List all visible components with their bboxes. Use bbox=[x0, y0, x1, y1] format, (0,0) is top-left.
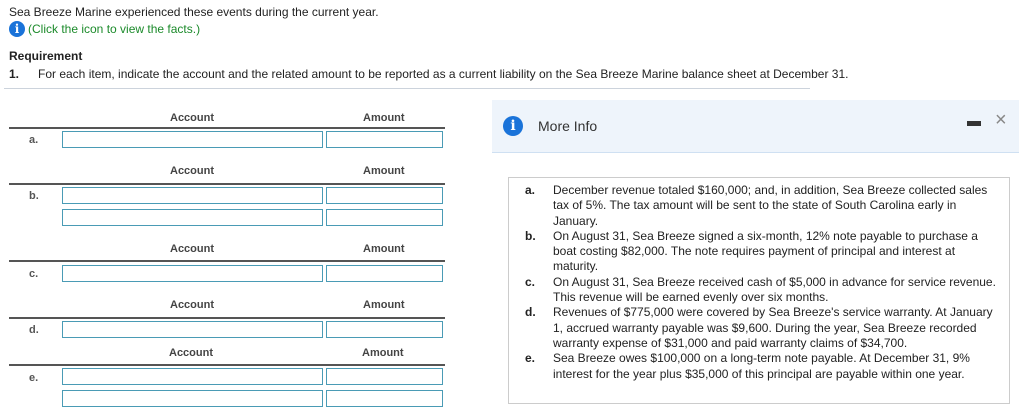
fact-text: Sea Breeze owes $100,000 on a long-term note payable. At December 31, 9% interest for the year plus $35,000 of this principal are payable within one year. bbox=[553, 351, 970, 381]
requirement-number: 1. bbox=[9, 67, 20, 81]
amount-input-e-1[interactable] bbox=[326, 368, 443, 385]
amount-input-e-2[interactable] bbox=[326, 390, 443, 407]
account-header: Account bbox=[170, 243, 214, 255]
amount-header: Amount bbox=[363, 165, 405, 177]
amount-input-b-2[interactable] bbox=[326, 209, 443, 226]
amount-header: Amount bbox=[363, 112, 405, 124]
requirement-title: Requirement bbox=[9, 49, 83, 63]
fact-item bbox=[525, 275, 999, 306]
amount-header: Amount bbox=[363, 299, 405, 311]
fact-item bbox=[525, 229, 999, 275]
account-header: Account bbox=[170, 299, 214, 311]
item-label-c: c. bbox=[29, 268, 39, 280]
header-rule bbox=[9, 127, 445, 129]
item-label-e: e. bbox=[29, 372, 39, 384]
minimize-icon[interactable] bbox=[967, 121, 981, 126]
header-rule bbox=[9, 364, 445, 366]
header-rule bbox=[9, 183, 445, 185]
account-header: Account bbox=[169, 347, 213, 359]
fact-label: a. bbox=[525, 183, 536, 197]
fact-label: c. bbox=[525, 274, 536, 289]
dialog-title: More Info bbox=[538, 118, 598, 134]
facts-box bbox=[508, 177, 1010, 404]
intro-text: Sea Breeze Marine experienced these events during the current year. bbox=[9, 5, 379, 19]
account-input-e-1[interactable] bbox=[62, 368, 323, 385]
fact-item bbox=[525, 183, 999, 229]
info-icon: i bbox=[503, 116, 523, 136]
account-header: Account bbox=[170, 165, 214, 177]
account-input-e-2[interactable] bbox=[62, 390, 323, 407]
fact-text: On August 31, Sea Breeze received cash of $5,000 in advance for service revenue. This revenue will be earned evenly over six months. bbox=[553, 274, 996, 305]
item-label-b: b. bbox=[29, 190, 39, 202]
amount-input-b-1[interactable] bbox=[326, 187, 443, 204]
fact-item bbox=[525, 305, 999, 351]
view-facts-text[interactable]: (Click the icon to view the facts.) bbox=[28, 22, 201, 36]
account-input-a[interactable] bbox=[62, 131, 323, 148]
view-facts-link[interactable] bbox=[9, 21, 200, 37]
account-input-b-2[interactable] bbox=[62, 209, 323, 226]
amount-header: Amount bbox=[362, 347, 404, 359]
amount-header: Amount bbox=[363, 243, 405, 255]
header-rule bbox=[9, 317, 445, 319]
info-icon[interactable]: i bbox=[9, 21, 25, 37]
account-header: Account bbox=[170, 112, 214, 124]
account-input-b-1[interactable] bbox=[62, 187, 323, 204]
amount-input-d[interactable] bbox=[326, 321, 443, 338]
amount-input-a[interactable] bbox=[326, 131, 443, 148]
fact-text: Revenues of $775,000 were covered by Sea Breeze's service warranty. At January 1, accrued warranty payable was $9,600. During the year, Sea Breeze recorded warranty expense of $31,000 and paid warranty claims of $34,700. bbox=[553, 305, 993, 350]
close-icon[interactable]: × bbox=[995, 109, 1007, 131]
item-label-d: d. bbox=[29, 324, 39, 336]
item-label-a: a. bbox=[29, 134, 39, 146]
fact-item bbox=[525, 351, 999, 382]
fact-text: December revenue totaled $160,000; and, in addition, Sea Breeze collected sales tax of 5%. The tax amount will be sent to the state of South Carolina early in January. bbox=[553, 183, 988, 228]
fact-label: d. bbox=[525, 305, 536, 320]
header-rule bbox=[9, 260, 445, 262]
fact-label: b. bbox=[525, 228, 536, 243]
account-input-d[interactable] bbox=[62, 321, 323, 338]
amount-input-c[interactable] bbox=[326, 265, 443, 282]
fact-label: e. bbox=[525, 351, 536, 366]
account-input-c[interactable] bbox=[62, 265, 323, 282]
fact-text: On August 31, Sea Breeze signed a six-month, 12% note payable to purchase a boat costing $82,000. The note requires payment of principal and interest at maturity. bbox=[553, 228, 978, 274]
divider bbox=[4, 88, 810, 89]
requirement-item bbox=[9, 67, 848, 81]
requirement-text: For each item, indicate the account and the related amount to be reported as a current liability on the Sea Breeze Marine balance sheet at December 31. bbox=[38, 67, 849, 81]
